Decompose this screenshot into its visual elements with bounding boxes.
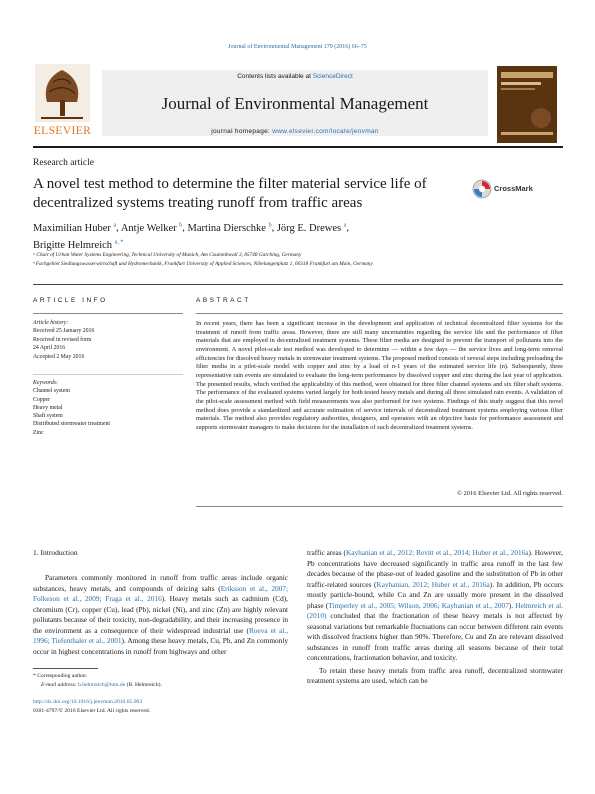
- homepage-link[interactable]: www.elsevier.com/locate/jenvman: [272, 128, 379, 135]
- body-text: ). Among these heavy metals, Cu, Pb, and Zn commonly occur in highest concentrations in runoff from highways and other: [33, 636, 288, 656]
- article-type: Research article: [33, 158, 94, 168]
- crossmark-label: CrossMark: [494, 184, 533, 193]
- abstract-copyright: © 2016 Elsevier Ltd. All rights reserved.: [456, 490, 563, 497]
- author[interactable]: Martina Dierschke $^b$: [187, 222, 272, 234]
- author[interactable]: Brigitte Helmreich $^{a, *}$: [33, 239, 124, 251]
- body-text: ). However, Pb concentrations have decreased significantly in traffic area runoff in the last few decades because of the phase-out of leaded gasoline and the substitution of Pb in other traffic-related sources (: [307, 548, 563, 589]
- article-title: A novel test method to determine the filter material service life of decentralized systems treating runoff from traffic areas: [33, 176, 427, 211]
- crossmark-icon: [472, 179, 492, 199]
- section-heading-introduction: 1. Introduction: [33, 548, 78, 557]
- journal-title: Journal of Environmental Management: [161, 94, 429, 113]
- keyword: Distributed stormwater treatment: [33, 421, 110, 428]
- footnote: [33, 672, 283, 689]
- history-item: Received 25 January 2016: [33, 328, 95, 335]
- keyword: Channel system: [33, 388, 70, 395]
- affiliation: ᵃ Chair of Urban Water Systems Engineering, Technical University of Munich, Am Coulombwall 3, 85748 Garching, Germany: [33, 252, 302, 258]
- body-paragraph: To retain these heavy metals from traffic area runoff, decentralized stormwater treatment systems are used, which can be: [307, 665, 563, 685]
- citation-link[interactable]: Timperley et al., 2005; Wilson, 2006; Kayhanian et al., 2007: [328, 600, 509, 610]
- elsevier-logo: [31, 62, 94, 140]
- article-history: [33, 319, 183, 361]
- section-rule: [33, 284, 563, 285]
- homepage-prefix: journal homepage:: [211, 128, 273, 135]
- email-suffix: (B. Helmreich).: [125, 681, 162, 688]
- keywords: [33, 379, 183, 437]
- publisher-name: ELSEVIER: [33, 125, 92, 137]
- sciencedirect-link[interactable]: ScienceDirect: [312, 73, 353, 80]
- email-label: E-mail address:: [41, 681, 79, 688]
- contents-line: [102, 73, 488, 80]
- abstract-end-rule: [196, 506, 563, 507]
- keyword: Copper: [33, 396, 51, 403]
- body-text: ). Heavy metals such as cadmium (Cd), chromium (Cr), copper (Cu), lead (Pb), nickel (Ni), and zinc (Zn) are highly relevant pollutants because of their toxicity, non-degradability, and their increasing presence in the environment as a consequence of their widespread industrial use (: [33, 594, 288, 635]
- author[interactable]: Maximilian Huber $^a$: [33, 222, 117, 234]
- body-text: concluded that the fractionation of these heavy metals is not affected by seasonal variations but remarkable fluctuations can occur between different rain events with dissolved fractions higher than 90%. Therefore, Cu and Zn are relevant dissolved substances in runoff from traffic areas during all seasons because of their total concentrations, fractionation behavior, and toxicity.: [307, 611, 563, 662]
- email-line: [33, 681, 283, 690]
- abstract-heading: ABSTRACT: [196, 297, 251, 304]
- citation-link[interactable]: Kayhanian, 2012; Huber et al., 2016a: [376, 579, 490, 589]
- history-label: Article history:: [33, 320, 69, 326]
- author-list: Maximilian Huber $^a$, Antje Welker $^b$, Martina Dierschke $^b$, Jörg E. Drewes $^a$, Brigitte Helmreich $^{a, *}$: [33, 222, 350, 251]
- affiliations: [33, 251, 533, 268]
- history-item: Accepted 2 May 2016: [33, 353, 85, 360]
- history-item: 24 April 2016: [33, 345, 66, 352]
- body-text: Parameters commonly monitored in runoff from traffic areas include organic substances, heavy metals, and compounds of deicing salts (: [33, 573, 288, 593]
- email-link[interactable]: b.helmreich@tum.de: [78, 681, 126, 688]
- body-text: traffic areas (: [307, 548, 346, 557]
- body-paragraph: [307, 548, 563, 664]
- affiliation: ᵇ Fachgebiet Siedlungswasserwirtschaft und Hydromechanik, Frankfurt University of Applied Sciences, Nibelungenplatz 1, 60318 Frankfurt am Main, Germany: [33, 260, 373, 267]
- body-column-left: [33, 573, 288, 657]
- keyword: Shaft system: [33, 413, 63, 420]
- abstract-text: In recent years, there has been a significant increase in the development and application of technical decentralized filter systems for the treatment of runoff from traffic areas. However, there are still many uncertainties regarding the service life and the performance of filter materials that are employed in decentralized treatment systems. These filter media are designed to prevent the transport of pollutants into the environment. A novel pilot-scale test method was developed to determine — within a few days — the service lives and long-term removal efficiencies for dissolved heavy metals in stormwater treatment systems. The proposed method consists of several steps including preloading the filter media in a pilot-scale model with copper and zinc by a load of n-1 years of the estimated service life (n). Subsequently, three representative rain events are simulated to evaluate the long-term performance by dissolved copper and zinc during the last year of application. The presented results, which verified the applicability of this method, were obtained for three filter channel systems and six filter shaft systems. The performance of the evaluated systems varied largely for both tested heavy metals and during all three simulated rain events. A validation of the pilot-scale assessment method with field measurements was also performed for two systems. Findings of this study suggest that this novel method does provide a standardized and accurate estimation of service intervals of decentralized treatment systems employing various filter materials. The method also provides regulatory authorities, designers, and operators with an objective basis for performance assessment and supports stormwater managers to make decisions for the installation of such decentralized treatment systems.: [196, 320, 563, 431]
- citation-link[interactable]: Helmreich et al. (2010): [307, 600, 563, 620]
- history-item: Received in revised form: [33, 336, 92, 343]
- abstract-rule: [196, 313, 563, 314]
- footnote-rule: [33, 668, 98, 669]
- author[interactable]: Jörg E. Drewes $^a$: [276, 222, 347, 234]
- body-text: ). In addition, Pb occurs mostly particle-bound, while Cu and Zn are usually more present in the dissolved phase (: [307, 579, 563, 610]
- issn-line: 0301-4797/© 2016 Elsevier Ltd. All rights reserved.: [33, 707, 151, 714]
- journal-citation[interactable]: Journal of Environmental Management 179 (2016) 66–75: [228, 44, 367, 50]
- keyword: Zinc: [33, 429, 44, 436]
- header-rule: [33, 146, 563, 148]
- keyword: Heavy metal: [33, 404, 63, 411]
- body-text: ).: [508, 600, 516, 610]
- doi-block: [33, 698, 283, 715]
- doi-link[interactable]: http://dx.doi.org/10.1016/j.jenvman.2016.05.003: [33, 699, 143, 705]
- corresponding-author-note: * Corresponding author.: [33, 673, 88, 679]
- author[interactable]: Antje Welker $^b$: [120, 222, 183, 234]
- citation-link[interactable]: Kayhanian et al., 2012; Revitt et al., 2014; Huber et al., 2016a: [345, 548, 529, 557]
- citation-link[interactable]: Eriksson et al., 2007; Folkeson et al., 2009; Fraga et al., 2016: [33, 583, 288, 603]
- article-info-divider: [33, 374, 183, 375]
- journal-homepage: [102, 128, 488, 135]
- article-info-heading: ARTICLE INFO: [33, 297, 108, 304]
- keywords-label: Keywords:: [33, 380, 58, 386]
- crossmark-badge[interactable]: [472, 179, 562, 199]
- journal-cover-image: [497, 66, 557, 143]
- contents-prefix: Contents lists available at: [237, 73, 313, 80]
- citation-link[interactable]: Roeva et al., 1996; Tiefenthaler et al., 2001: [33, 625, 288, 645]
- article-info-rule: [33, 313, 183, 314]
- body-column-right: [307, 548, 563, 687]
